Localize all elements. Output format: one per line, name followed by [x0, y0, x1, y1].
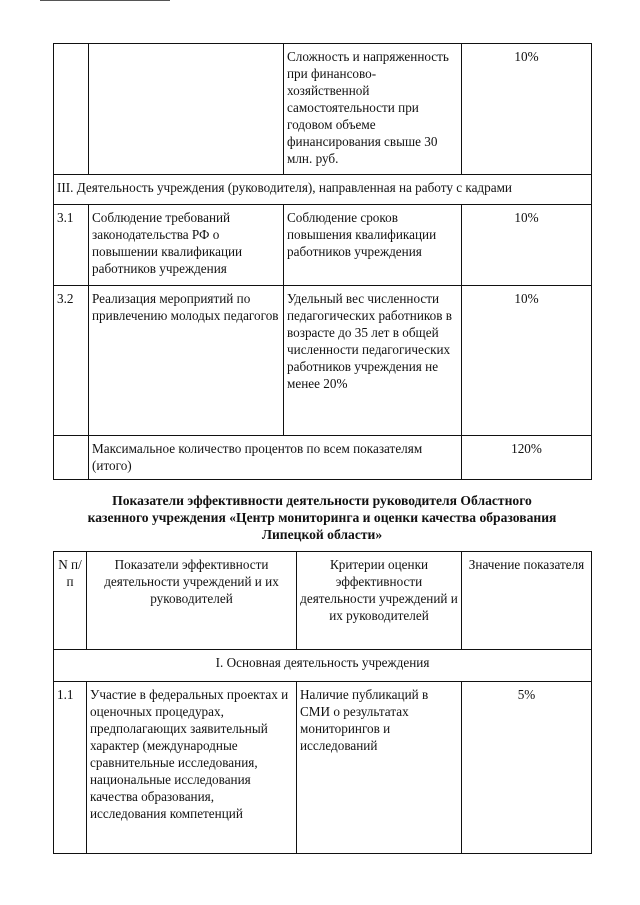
heading-line: Липецкой области»	[261, 527, 383, 542]
section-title: III. Деятельность учреждения (руководителя), направленная на работу с кадрами	[54, 175, 592, 205]
indicator-cell: Участие в федеральных проектах и оценочных процедурах, предполагающих заявительный характер (международные сравнительные исследования, национальные исследования качества образования, исследования компетенций	[87, 682, 297, 854]
heading-line: Показатели эффективности деятельности руководителя Областного	[112, 493, 532, 508]
section-row	[54, 650, 592, 682]
header-num: N п/п	[54, 552, 87, 650]
heading-line: казенного учреждения «Центр мониторинга и оценки качества образования	[87, 510, 557, 525]
criteria-table-continued	[53, 43, 592, 480]
header-indicator: Показатели эффективности деятельности учреждений и их руководителей	[87, 552, 297, 650]
row-number: 3.2	[54, 286, 89, 436]
section-row	[54, 175, 592, 205]
table-row	[54, 682, 592, 854]
header-row	[54, 552, 592, 650]
section-title: I. Основная деятельность учреждения	[54, 650, 592, 682]
indicator-cell	[89, 44, 284, 175]
efficiency-indicators-table	[53, 551, 592, 854]
value-cell: 5%	[462, 682, 592, 854]
criterion-cell: Наличие публикаций в СМИ о результатах мониторингов и исследований	[297, 682, 462, 854]
total-row	[54, 436, 592, 480]
indicator-cell: Реализация мероприятий по привлечению молодых педагогов	[89, 286, 284, 436]
criterion-cell: Соблюдение сроков повышения квалификации работников учреждения	[284, 205, 462, 286]
section-heading	[53, 492, 591, 543]
value-cell: 10%	[462, 205, 592, 286]
row-number	[54, 44, 89, 175]
total-label: Максимальное количество процентов по всем показателям (итого)	[89, 436, 462, 480]
table-row	[54, 205, 592, 286]
table-row	[54, 44, 592, 175]
criterion-cell: Удельный вес численности педагогических работников в возрасте до 35 лет в общей численности педагогических работников учреждения не менее 20%	[284, 286, 462, 436]
indicator-cell: Соблюдение требований законодательства РФ о повышении квалификации работников учреждения	[89, 205, 284, 286]
value-cell: 10%	[462, 44, 592, 175]
criterion-cell: Сложность и напряженность при финансово-хозяйственной самостоятельности при годовом объеме финансирования свыше 30 млн. руб.	[284, 44, 462, 175]
row-number: 3.1	[54, 205, 89, 286]
header-value: Значение показателя	[462, 552, 592, 650]
scan-edge-line	[40, 0, 170, 1]
table-row	[54, 286, 592, 436]
total-value: 120%	[462, 436, 592, 480]
header-criterion: Критерии оценки эффективности деятельности учреждений и их руководителей	[297, 552, 462, 650]
row-number: 1.1	[54, 682, 87, 854]
value-cell: 10%	[462, 286, 592, 436]
